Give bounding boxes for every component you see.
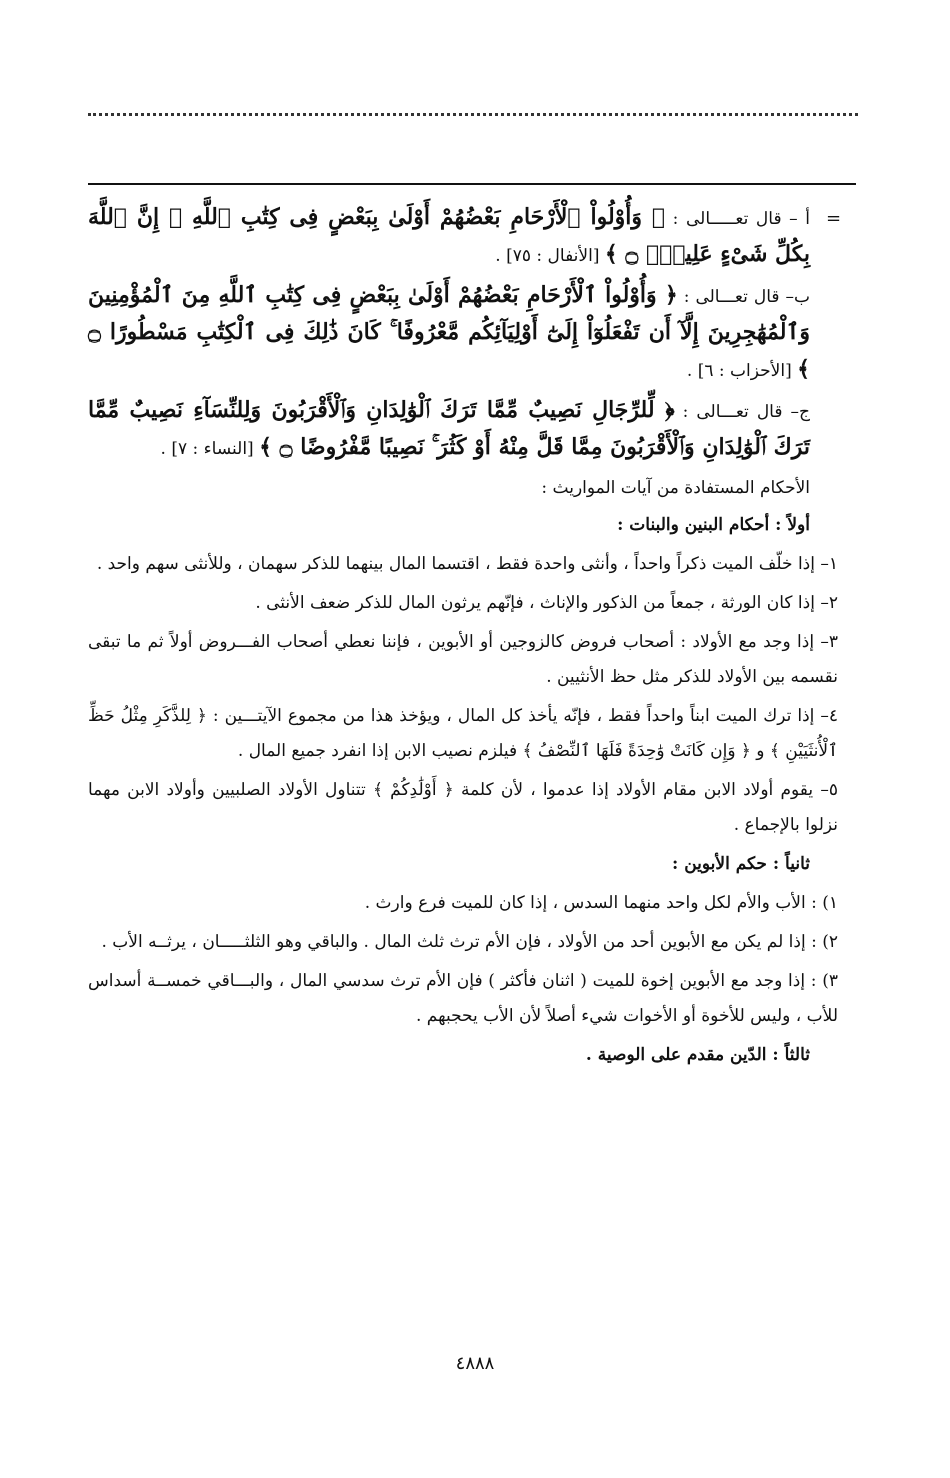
list-item: ٢– إذا كان الورثة ، جمعاً من الذكور والإناث ، فإنّهم يرثون المال للذكر ضعف الأنثى . xyxy=(255,593,838,613)
section-title-debt: ثالثاً : الدّين مقدم على الوصية . xyxy=(585,1045,810,1065)
list-item: ١) : الأب والأم لكل واحد منهما السدس ، إذا كان للميت فرع وارث . xyxy=(364,893,838,913)
verse-text: ﴿ وَأُوْلُواْ ٱلْأَرْحَامِ بَعْضُهُمْ أَوْلَىٰ بِبَعْضٍ فِى كِتَٰبِ ٱللَّهِ مِنَ ٱلْمُؤْمِنِينَ وَٱلْمُهَٰجِرِينَ إِلَّآ أَن تَفْعَلُوٓاْ إِلَىٰٓ أَوْلِيَآئِكُم مَّعْرُوفًا ۚ كَانَ ذَٰلِكَ فِى ٱلْكِتَٰبِ مَسْطُورًا ۝ ﴾ xyxy=(88,282,810,382)
verse-label: ج– قال تعـــالى : xyxy=(682,402,810,422)
list-item: ٤– إذا ترك الميت ابناً واحداً فقط ، فإنّه يأخذ كل المال ، ويؤخذ هذا من مجموع الآيتـــين : ﴿ لِلذَّكَرِ مِثْلُ حَظِّ ٱلْأُنثَيَيْنِ ﴾ و ﴿ وَإِن كَانَتْ وَٰحِدَةً فَلَهَا ٱلنِّصْفُ ﴾ فيلزم نصيب الابن إذا انفرد جميع المال . xyxy=(88,706,838,761)
verse-label: أ – قال تعـــــالى : xyxy=(672,209,810,229)
list-item: ٢) : إذا لم يكن مع الأبوين أحد من الأولاد ، فإن الأم ترث ثلث المال . والباقي وهو الثلثـــــان ، يرثــه الأب . xyxy=(101,932,838,952)
header-rule xyxy=(88,183,856,185)
verse-reference: [الأنفال : ٧٥] . xyxy=(495,246,600,266)
page-number: ٤٨٨٨ xyxy=(455,1353,495,1374)
list-item: ٣– إذا وجد مع الأولاد : أصحاب فروض كالزوجين أو الأبوين ، فإننا نعطي أصحاب الفـــروض أولاً ثم ما تبقى نقسمه بين الأولاد للذكر مثل حظ الأنثيين . xyxy=(88,632,838,687)
list-item: ٥– يقوم أولاد الابن مقام الأولاد إذا عدموا ، لأن كلمة ﴿ أَوْلَٰدِكُمْ ﴾ تتناول الأولاد الصلبيين وأولاد الابن مهما نزلوا بالإجماع . xyxy=(88,780,838,835)
verse-text: ﴿ لِّلرِّجَالِ نَصِيبٌ مِّمَّا تَرَكَ ٱلْوَٰلِدَانِ وَٱلْأَقْرَبُونَ وَلِلنِّسَآءِ نَصِيبٌ مِّمَّا تَرَكَ ٱلْوَٰلِدَانِ وَٱلْأَقْرَبُونَ مِمَّا قَلَّ مِنْهُ أَوْ كَثُرَ ۚ نَصِيبًا مَّفْرُوضًا ۝ ﴾ xyxy=(88,397,810,460)
section-title-parents: ثانياً : حكم الأبوين : xyxy=(672,854,810,874)
verse-b xyxy=(88,278,810,389)
verse-reference: [النساء : ٧] . xyxy=(160,439,254,459)
section-title-children: أولاً : أحكام البنين والبنات : xyxy=(617,515,810,535)
verse-a xyxy=(88,200,810,274)
header-dotted-line xyxy=(88,113,858,116)
verse-label: ب– قال تعـــالى : xyxy=(683,287,810,307)
verse-reference: [الأحزاب : ٦] . xyxy=(686,361,792,381)
rulings-intro: الأحكام المستفادة من آيات المواريث : xyxy=(541,478,810,498)
list-item: ٣) : إذا وجد مع الأبوين إخوة للميت ( اثنان فأكثر ) فإن الأم ترث سدسي المال ، والبـــاقي خمســة أسداس للأب ، وليس للأخوة أو الأخوات شيء أصلاً لأن الأب يحجبهم . xyxy=(88,971,838,1026)
verse-text: ﴿ وَأُوْلُواْ ٱلْأَرْحَامِ بَعْضُهُمْ أَوْلَىٰ بِبَعْضٍ فِى كِتَٰبِ ٱللَّهِ ۗ إِنَّ ٱللَّهَ بِكُلِّ شَىْءٍ عَلِيمٌۢ ۝ ﴾ xyxy=(88,204,810,267)
page-body xyxy=(88,200,838,1077)
continuation-mark: = xyxy=(826,208,842,229)
verse-c xyxy=(88,393,810,467)
list-item: ١– إذا خلّف الميت ذكراً واحداً ، وأنثى واحدة فقط ، اقتسما المال بينهما للذكر سهمان ، وللأنثى سهم واحد . xyxy=(96,554,838,574)
